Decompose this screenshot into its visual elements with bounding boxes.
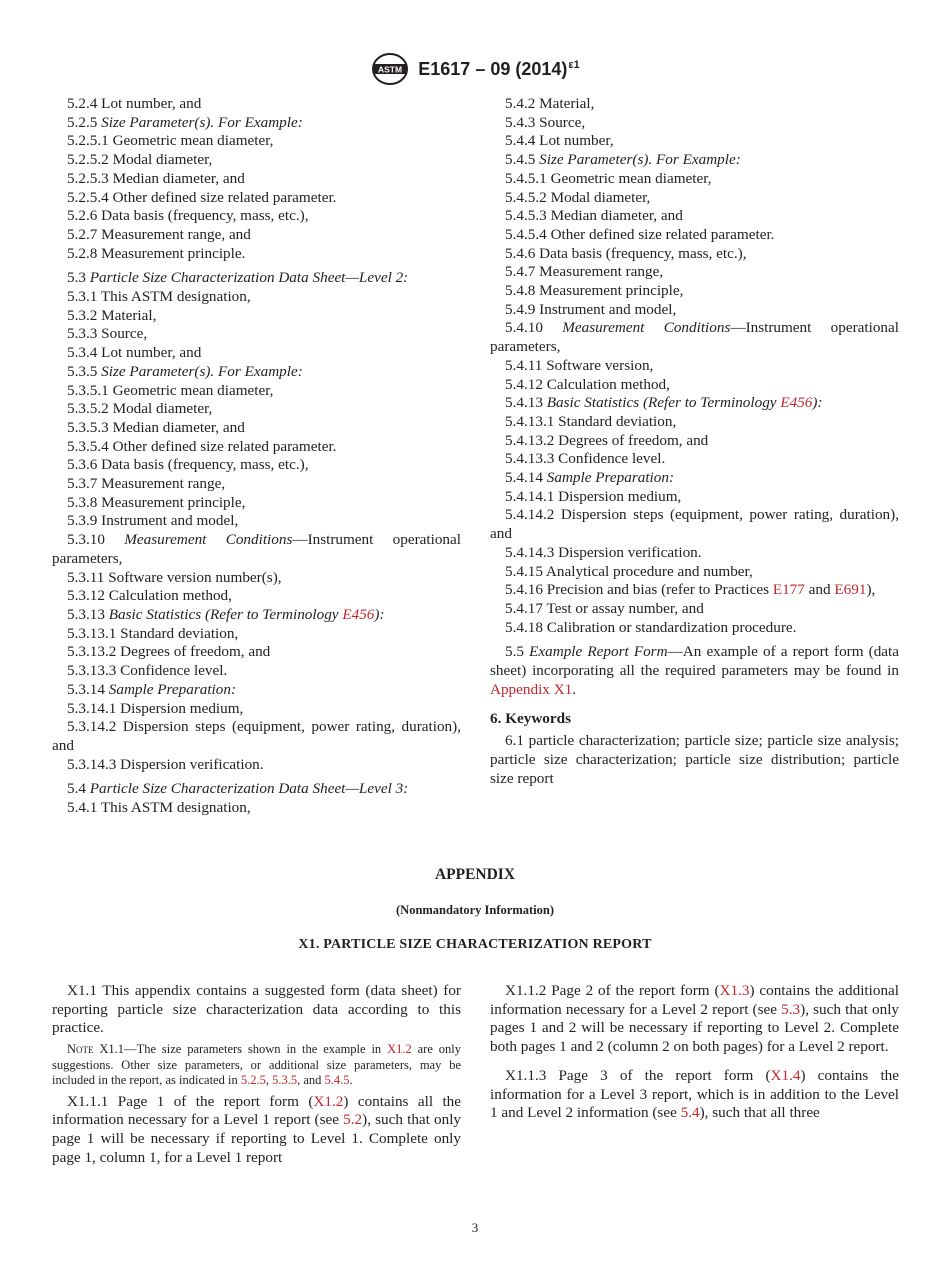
list-item: 5.3.4 Lot number, and [67, 344, 202, 362]
ref-link-5-4[interactable]: 5.4 [680, 1104, 700, 1122]
list-item: 5.3.14.1 Dispersion medium, [67, 699, 244, 717]
list-item: 5.2.4 Lot number, and [67, 95, 202, 112]
ref-link-x1-2[interactable]: X1.2 [313, 1092, 344, 1110]
list-item: 5.4.13.1 Standard deviation, [505, 412, 677, 430]
ref-link-e456[interactable]: E456 [780, 394, 813, 412]
paragraph: 5.5 Example Report Form—An example of a report form (data sheet) incorporating all the required parameters may be found in Appendix X1. [490, 643, 900, 698]
list-item: 5.3.7 Measurement range, [67, 475, 226, 493]
list-item: 5.3.12 Calculation method, [67, 587, 232, 605]
standard-designation: E1617 – 09 $(2014)^{\varepsilon 1}$ [418, 58, 580, 79]
astm-logo-icon [370, 52, 410, 86]
appendix-section-title: X1. PARTICLE SIZE CHARACTERIZATION REPORT [298, 937, 652, 952]
appendix-right-column [490, 982, 899, 1123]
list-item: 5.3.9 Instrument and model, [67, 512, 239, 530]
ref-link-e177[interactable]: E177 [772, 581, 805, 599]
list-item: 5.4.5 Size Parameter(s). For Example: [505, 151, 741, 169]
list-item: 5.2.6 Data basis (frequency, mass, etc.), [67, 207, 309, 225]
svg-text:ASTM: ASTM [378, 64, 403, 75]
paragraph-x1-1: X1.1 This appendix contains a suggested form (data sheet) for reporting particle size characterization data according to this practice. [52, 982, 461, 1037]
list-item: 5.4.9 Instrument and model, [505, 300, 677, 318]
list-item: 5.2.5.4 Other defined size related parameter. [67, 188, 337, 206]
paragraph-x1-1-3: X1.1.3 Page 3 of the report form (X1.4) contains the information for a Level 3 report, which is in addition to the Level 1 and Level 2 information (see 5.4), such that all three [490, 1066, 899, 1122]
list-item: 5.4.14.2 Dispersion steps (equipment, power rating, duration), and [490, 506, 899, 543]
list-item: 5.4.16 Precision and bias (refer to Practices E177 and E691), [505, 581, 876, 599]
list-item: 5.3.3 Source, [67, 325, 148, 343]
list-item: 5.3.1 This ASTM designation, [67, 288, 251, 306]
paragraph-x1-1-1: X1.1.1 Page 1 of the report form (X1.2) contains all the information necessary for a Level 1 report (see 5.2), such that only page 1 will be necessary if reporting to Level 1. Complete only page 1, column 1, for a Level 1 report [52, 1092, 462, 1166]
list-item: 5.4.10 Measurement Conditions—Instrument operational parameters, [490, 319, 899, 356]
list-item: 5.3.6 Data basis (frequency, mass, etc.), [67, 456, 309, 474]
ref-link-5-2[interactable]: 5.2 [343, 1111, 363, 1129]
list-item: 5.4.11 Software version, [505, 356, 654, 374]
keywords-paragraph: 6.1 particle characterization; particle size; particle size analysis; particle size characterization; particle size distribution; particle size report [490, 732, 899, 787]
list-item: 5.4.5.1 Geometric mean diameter, [505, 169, 712, 187]
note-x1-1: Note X1.1—The size parameters shown in the example in X1.2 are only suggestions. Other size parameters, or additional size parameters, may be included in the report, as indicated in 5.2.5, 5.3.5, and 5.4.5. [52, 1042, 461, 1088]
ref-link-e456[interactable]: E456 [342, 605, 375, 623]
list-item: 5.3.5 Size Parameter(s). For Example: [67, 362, 303, 380]
list-item: 5.2.5.2 Modal diameter, [67, 151, 213, 169]
list-item: 5.4.13.2 Degrees of freedom, and [505, 431, 709, 449]
appendix-subtitle: (Nonmandatory Information) [396, 903, 554, 917]
ref-link-x1-4[interactable]: X1.4 [770, 1066, 801, 1084]
ref-link-5-3-5[interactable]: 5.3.5 [272, 1073, 298, 1088]
section-heading: 5.4 Particle Size Characterization Data Sheet—Level 3: [67, 780, 409, 798]
ref-link-5-3[interactable]: 5.3 [781, 1000, 801, 1018]
list-item: 5.4.15 Analytical procedure and number, [505, 562, 753, 580]
appendix-left-column [52, 982, 461, 1167]
ref-link-e691[interactable]: E691 [834, 581, 867, 599]
ref-link-x1-3[interactable]: X1.3 [719, 982, 750, 999]
list-item: 5.4.12 Calculation method, [505, 375, 670, 393]
list-item: 5.4.1 This ASTM designation, [67, 799, 251, 817]
list-item: 5.4.3 Source, [505, 113, 586, 131]
list-item: 5.4.13 Basic Statistics (Refer to Terminology E456): [505, 394, 823, 412]
page-header [0, 52, 950, 91]
list-item: 5.3.5.2 Modal diameter, [67, 400, 213, 418]
list-item: 5.4.8 Measurement principle, [505, 282, 684, 300]
list-item: 5.2.5.1 Geometric mean diameter, [67, 132, 274, 150]
list-item: 5.4.2 Material, [505, 95, 595, 112]
list-item: 5.3.5.3 Median diameter, and [67, 418, 245, 436]
list-item: 5.4.14.1 Dispersion medium, [505, 487, 682, 505]
list-item: 5.2.5.3 Median diameter, and [67, 169, 245, 187]
list-item: 5.3.13 Basic Statistics (Refer to Terminology E456): [67, 605, 385, 623]
list-item: 5.4.17 Test or assay number, and [505, 599, 704, 617]
page-number: 3 [471, 1220, 479, 1235]
paragraph-x1-1-2: X1.1.2 Page 2 of the report form (X1.3) contains the additional information necessary for a Level 2 report (see 5.3), such that only pages 1 and 2 will be necessary if reporting to Level 2. Complete both pages 1 and 2 (column 2 on both pages) for a Level 2 report. [490, 982, 900, 1056]
list-item: 5.3.13.3 Confidence level. [67, 662, 228, 680]
list-item: 5.4.5.4 Other defined size related parameter. [505, 225, 775, 243]
appendix-x1-link[interactable]: Appendix X1 [490, 680, 573, 698]
ref-link-x1-2[interactable]: X1.2 [387, 1042, 412, 1057]
list-item: 5.3.14.3 Dispersion verification. [67, 755, 264, 773]
list-item: 5.3.14 Sample Preparation: [67, 680, 237, 698]
list-item: 5.4.7 Measurement range, [505, 263, 664, 281]
right-column [490, 95, 899, 788]
list-item: 5.3.5.4 Other defined size related parameter. [67, 437, 337, 455]
list-item: 5.3.13.1 Standard deviation, [67, 624, 239, 642]
list-item: 5.4.5.3 Median diameter, and [505, 207, 683, 225]
list-item: 5.4.6 Data basis (frequency, mass, etc.), [505, 244, 747, 262]
list-item: 5.2.8 Measurement principle. [67, 244, 246, 262]
ref-link-5-2-5[interactable]: 5.2.5 [240, 1073, 266, 1088]
list-item: 5.4.13.3 Confidence level. [505, 450, 666, 468]
list-item: 5.4.5.2 Modal diameter, [505, 188, 651, 206]
section-heading: 5.3 Particle Size Characterization Data Sheet—Level 2: [67, 269, 409, 287]
list-item: 5.3.13.2 Degrees of freedom, and [67, 643, 271, 661]
list-item: 5.3.5.1 Geometric mean diameter, [67, 381, 274, 399]
list-item: 5.2.7 Measurement range, and [67, 225, 251, 243]
keywords-heading: 6. Keywords [490, 709, 571, 727]
list-item: 5.4.4 Lot number, [505, 132, 614, 150]
ref-link-5-4-5[interactable]: 5.4.5 [324, 1073, 350, 1088]
left-column [52, 95, 461, 818]
list-item: 5.3.8 Measurement principle, [67, 493, 246, 511]
list-item: 5.3.14.2 Dispersion steps (equipment, power rating, duration), and [52, 718, 461, 754]
list-item: 5.4.14.3 Dispersion verification. [505, 543, 702, 561]
list-item: 5.3.2 Material, [67, 306, 157, 324]
appendix-title: APPENDIX [434, 866, 516, 883]
list-item: 5.4.14 Sample Preparation: [505, 469, 675, 487]
list-item: 5.3.10 Measurement Conditions—Instrument operational parameters, [52, 531, 461, 567]
list-item: 5.4.18 Calibration or standardization procedure. [505, 618, 797, 636]
list-item: 5.3.11 Software version number(s), [67, 568, 282, 586]
list-item: 5.2.5 Size Parameter(s). For Example: [67, 113, 303, 131]
